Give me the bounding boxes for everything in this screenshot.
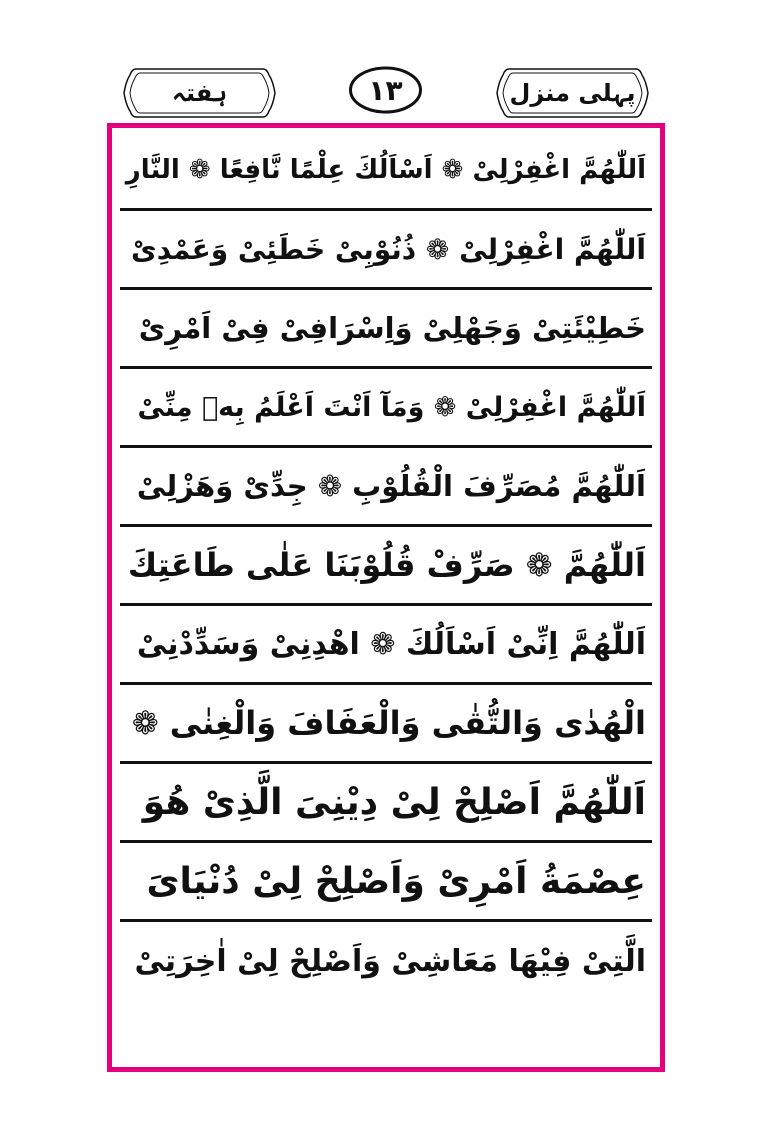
text-line-5 <box>120 448 652 527</box>
text-line-3 <box>120 290 652 369</box>
text-line-4 <box>120 369 652 448</box>
text-line-9 <box>120 764 652 843</box>
text-line-2 <box>120 211 652 290</box>
line-text: اَللّٰھُمَّ اغْفِرْلِیْ ❁ اَسْاَلُكَ عِلْمًا نَّافِعًا ❁ النَّارِ <box>125 155 646 185</box>
text-line-7 <box>120 606 652 685</box>
line-text: عِصْمَةُ اَمْرِیْ وَاَصْلِحْ لِیْ دُنْیَایَ <box>146 860 646 902</box>
line-text: اَللّٰھُمَّ مُصَرِّفَ الْقُلُوْبِ ❁ جِدِّیْ وَهَزْلِیْ <box>136 469 646 503</box>
page-number: ۱۳ <box>368 73 403 107</box>
text-line-1 <box>120 132 652 211</box>
line-text: خَطِیْئَتِیْ وَجَهْلِیْ وَاِسْرَافِیْ فِیْ اَمْرِیْ <box>138 311 646 345</box>
line-text: اَللّٰھُمَّ اغْفِرْلِیْ ❁ وَمَآ اَنْتَ اَعْلَمُ بِهٖ مِنِّیْ <box>137 391 646 423</box>
text-line-6 <box>120 527 652 606</box>
prayer-text-frame <box>107 123 665 1072</box>
day-label: ہفتہ <box>171 79 228 107</box>
line-text: الَّتِیْ فِیْهَا مَعَاشِیْ وَاَصْلِحْ لِیْ اٰخِرَتِیْ <box>134 944 646 979</box>
manzil-label: پہلی منزل <box>509 79 636 107</box>
text-line-11 <box>120 922 652 1001</box>
line-text: اَللّٰھُمَّ اغْفِرْلِیْ ❁ ذُنُوْبِیْ خَطَئِیْ وَعَمْدِیْ <box>131 232 646 266</box>
line-text: اَللّٰھُمَّ اَصْلِحْ لِیْ دِیْنِیَ الَّذِیْ هُوَ <box>142 781 646 823</box>
line-text: اَللّٰھُمَّ ❁ صَرِّفْ قُلُوْبَنَا عَلٰی طَاعَتِكَ <box>127 546 646 584</box>
line-text: اَللّٰھُمَّ اِنِّیْ اَسْاَلُكَ ❁ اهْدِنِیْ وَسَدِّدْنِیْ <box>136 626 646 662</box>
text-line-10 <box>120 843 652 922</box>
text-line-8 <box>120 685 652 764</box>
line-text: الْهُدٰی وَالتُّقٰی وَالْعَفَافَ وَالْغِنٰی ❁ <box>131 704 646 742</box>
page-number-badge <box>348 65 423 115</box>
